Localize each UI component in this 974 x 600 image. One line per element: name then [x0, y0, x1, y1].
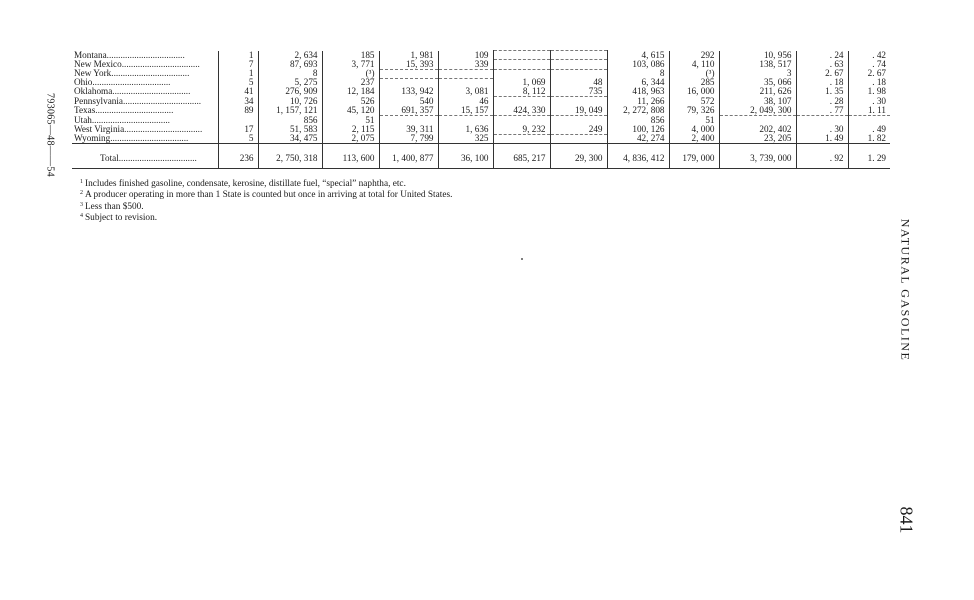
table-cell: 113, 600: [322, 144, 379, 168]
footnote: [80, 201, 452, 212]
table-row: [72, 60, 890, 70]
table-cell: [550, 116, 607, 125]
table-cell: [493, 97, 550, 106]
state-name: [72, 125, 218, 135]
table-row: [72, 69, 890, 78]
leader-dots: ..................................: [124, 124, 203, 134]
table-cell: 109: [438, 51, 493, 60]
table-cell: 8: [258, 69, 322, 78]
table-cell: 735: [550, 87, 607, 97]
leader-dots: ..................................: [112, 87, 191, 97]
state-name: [72, 51, 218, 60]
state-name-text: Wyoming: [74, 134, 111, 144]
table-cell: [550, 97, 607, 106]
table-cell: 285: [669, 78, 719, 87]
table-cell: 8: [607, 69, 669, 78]
table-cell: 2, 634: [258, 51, 322, 60]
table-row: [72, 125, 890, 135]
state-name: [72, 97, 218, 106]
footnote-mark: 3: [80, 201, 83, 208]
table-cell: 1. 98: [848, 87, 890, 97]
table-row: [72, 106, 890, 116]
table-cell: 12, 184: [322, 87, 379, 97]
table-cell: . 18: [796, 78, 848, 87]
table-cell: . 63: [796, 60, 848, 70]
state-name-text: Utah: [74, 115, 92, 125]
table-cell: 11, 266: [607, 97, 669, 106]
table-cell: 1. 49: [796, 134, 848, 144]
table-cell: 2, 400: [669, 134, 719, 144]
leader-dots: ..................................: [92, 78, 171, 88]
production-table: [72, 50, 890, 169]
table-cell: 46: [438, 97, 493, 106]
table-cell: 17: [218, 125, 258, 135]
table-cell: 185: [322, 51, 379, 60]
table-cell: 6, 344: [607, 78, 669, 87]
table-cell: 1: [218, 51, 258, 60]
state-name: [72, 106, 218, 116]
table-cell: 424, 330: [493, 106, 550, 116]
table-cell: 87, 693: [258, 60, 322, 70]
table-cell: 51: [322, 116, 379, 125]
table-cell: [379, 69, 438, 78]
table-cell: [438, 116, 493, 125]
table-cell: . 42: [848, 51, 890, 60]
table-cell: 138, 517: [719, 60, 796, 70]
table-cell: 2, 750, 318: [258, 144, 322, 168]
footnote: [80, 212, 452, 223]
table-cell: 2, 075: [322, 134, 379, 144]
table-cell: 202, 402: [719, 125, 796, 135]
table-cell: . 77: [796, 106, 848, 116]
table-cell: . 30: [848, 97, 890, 106]
table-cell: 276, 909: [258, 87, 322, 97]
table-cell: 3: [719, 69, 796, 78]
table-row: [72, 78, 890, 87]
table-cell: 325: [438, 134, 493, 144]
table-cell: 5: [218, 134, 258, 144]
table-cell: . 30: [796, 125, 848, 135]
table-row: [72, 97, 890, 106]
table-cell: 540: [379, 97, 438, 106]
state-name-text: Oklahoma: [74, 87, 113, 97]
table-cell: 691, 357: [379, 106, 438, 116]
table-total-row: [72, 144, 890, 168]
table-cell: 292: [669, 51, 719, 60]
table-cell: [493, 116, 550, 125]
table-cell: 418, 963: [607, 87, 669, 97]
table-cell: 36, 100: [438, 144, 493, 168]
table-cell: 526: [322, 97, 379, 106]
table-cell: 4, 110: [669, 60, 719, 70]
table-cell: 2. 67: [796, 69, 848, 78]
state-name-text: New Mexico: [74, 59, 122, 69]
table-row: [72, 134, 890, 144]
table-cell: [550, 69, 607, 78]
table-cell: [719, 116, 796, 125]
table-cell: [438, 69, 493, 78]
footnote-mark: 4: [80, 213, 83, 220]
table-cell: 1. 35: [796, 87, 848, 97]
leader-dots: ..................................: [123, 96, 202, 106]
table-cell: 15, 157: [438, 106, 493, 116]
table-cell: 133, 942: [379, 87, 438, 97]
table-cell: [493, 51, 550, 60]
table-cell: 1, 981: [379, 51, 438, 60]
footnote-text: Subject to revision.: [85, 213, 158, 224]
table-cell: [493, 134, 550, 144]
table-cell: 3, 739, 000: [719, 144, 796, 168]
footnote-text: A producer operating in more than 1 State is counted but once in arriving at total for United States.: [85, 190, 453, 201]
table-cell: 1: [218, 69, 258, 78]
table-cell: 1, 069: [493, 78, 550, 87]
footnote-text: Less than $500.: [85, 201, 144, 212]
table-cell: 1, 400, 877: [379, 144, 438, 168]
table-row: [72, 51, 890, 60]
table-cell: 29, 300: [550, 144, 607, 168]
leader-dots: ..................................: [111, 69, 190, 79]
table-cell: [438, 78, 493, 87]
table-cell: [550, 60, 607, 70]
state-name: [72, 87, 218, 97]
table-cell: 42, 274: [607, 134, 669, 144]
table-cell: 236: [218, 144, 258, 168]
table-cell: . 92: [796, 144, 848, 168]
table-cell: [493, 69, 550, 78]
table-cell: . 24: [796, 51, 848, 60]
table-cell: 179, 000: [669, 144, 719, 168]
table-cell: 856: [258, 116, 322, 125]
state-name-text: New York: [74, 69, 112, 79]
table-cell: . 74: [848, 60, 890, 70]
table-cell: 34: [218, 97, 258, 106]
table-cell: 1. 11: [848, 106, 890, 116]
state-name: [72, 134, 218, 144]
table-cell: 3, 081: [438, 87, 493, 97]
state-name-text: West Virginia: [74, 124, 125, 134]
table-cell: 15, 393: [379, 60, 438, 70]
table-cell: 51: [669, 116, 719, 125]
table-cell: 2. 67: [848, 69, 890, 78]
table-cell: 100, 126: [607, 125, 669, 135]
table-cell: 2, 049, 300: [719, 106, 796, 116]
table-cell: 23, 205: [719, 134, 796, 144]
table-cell: [379, 116, 438, 125]
table-cell: 10, 956: [719, 51, 796, 60]
table-cell: . 28: [796, 97, 848, 106]
table-cell: (³): [669, 69, 719, 78]
state-name: [72, 78, 218, 87]
table-cell: 8, 112: [493, 87, 550, 97]
table-cell: 685, 217: [493, 144, 550, 168]
table-cell: [379, 78, 438, 87]
table-cell: 856: [607, 116, 669, 125]
total-label: [72, 144, 218, 168]
table-cell: [218, 116, 258, 125]
leader-dots: ..................................: [95, 106, 174, 116]
table-cell: 1, 157, 121: [258, 106, 322, 116]
table-cell: 34, 475: [258, 134, 322, 144]
footnote: [80, 189, 452, 200]
table-cell: 2, 115: [322, 125, 379, 135]
table-cell: 10, 726: [258, 97, 322, 106]
footnote-mark: 1: [80, 179, 83, 185]
table-cell: 51, 583: [258, 125, 322, 135]
table-cell: [550, 51, 607, 60]
state-name-text: Pennsylvania: [74, 96, 123, 106]
table-row: [72, 87, 890, 97]
table-cell: 4, 836, 412: [607, 144, 669, 168]
state-name-text: Ohio: [74, 78, 93, 88]
table-cell: 1. 82: [848, 134, 890, 144]
table-cell: [493, 60, 550, 70]
table-cell: 3, 771: [322, 60, 379, 70]
table-cell: 19, 049: [550, 106, 607, 116]
table-cell: 9, 232: [493, 125, 550, 135]
leader-dots: ..................................: [118, 153, 197, 164]
footnote-text: Includes finished gasoline, condensate, kerosine, distillate fuel, “special” naphtha, etc.: [85, 179, 406, 189]
leader-dots: ..................................: [110, 134, 189, 144]
state-name: [72, 60, 218, 70]
table-cell: [796, 116, 848, 125]
table-cell: (³): [322, 69, 379, 78]
leader-dots: ..................................: [121, 59, 200, 69]
table-body: [72, 51, 890, 169]
running-head: NATURAL GASOLINE: [898, 218, 913, 362]
table-cell: [848, 116, 890, 125]
footnote-mark: 2: [80, 190, 83, 197]
state-name: [72, 69, 218, 78]
table-cell: 16, 000: [669, 87, 719, 97]
table-cell: 39, 311: [379, 125, 438, 135]
table-cell: 2, 272, 808: [607, 106, 669, 116]
table-cell: 48: [550, 78, 607, 87]
state-name-text: Montana: [74, 50, 107, 60]
table-cell: 7, 799: [379, 134, 438, 144]
page-number: 841: [896, 506, 917, 534]
table-cell: 7: [218, 60, 258, 70]
footnote: [80, 178, 452, 189]
table-cell: 45, 120: [322, 106, 379, 116]
table-cell: 5, 275: [258, 78, 322, 87]
table-cell: 5: [218, 78, 258, 87]
table-cell: 4, 615: [607, 51, 669, 60]
print-speck: [521, 258, 523, 260]
leader-dots: ..................................: [106, 50, 185, 60]
table-cell: 249: [550, 125, 607, 135]
table-cell: 89: [218, 106, 258, 116]
table-cell: 38, 107: [719, 97, 796, 106]
table-cell: 1, 636: [438, 125, 493, 135]
table-cell: 211, 626: [719, 87, 796, 97]
table-cell: 237: [322, 78, 379, 87]
table-cell: . 18: [848, 78, 890, 87]
table-cell: 339: [438, 60, 493, 70]
table-cell: [550, 134, 607, 144]
table-cell: 572: [669, 97, 719, 106]
state-name: [72, 116, 218, 125]
total-label-text: Total: [100, 153, 119, 164]
table-cell: 35, 066: [719, 78, 796, 87]
printer-code: 793065—48——54: [44, 93, 56, 177]
table-row: [72, 116, 890, 125]
table-cell: 1. 29: [848, 144, 890, 168]
table-cell: 4, 000: [669, 125, 719, 135]
table-cell: 41: [218, 87, 258, 97]
state-name-text: Texas: [74, 106, 96, 116]
footnotes: [80, 178, 452, 224]
leader-dots: ..................................: [91, 115, 170, 125]
table-cell: 79, 326: [669, 106, 719, 116]
table-cell: . 49: [848, 125, 890, 135]
table-cell: 103, 086: [607, 60, 669, 70]
